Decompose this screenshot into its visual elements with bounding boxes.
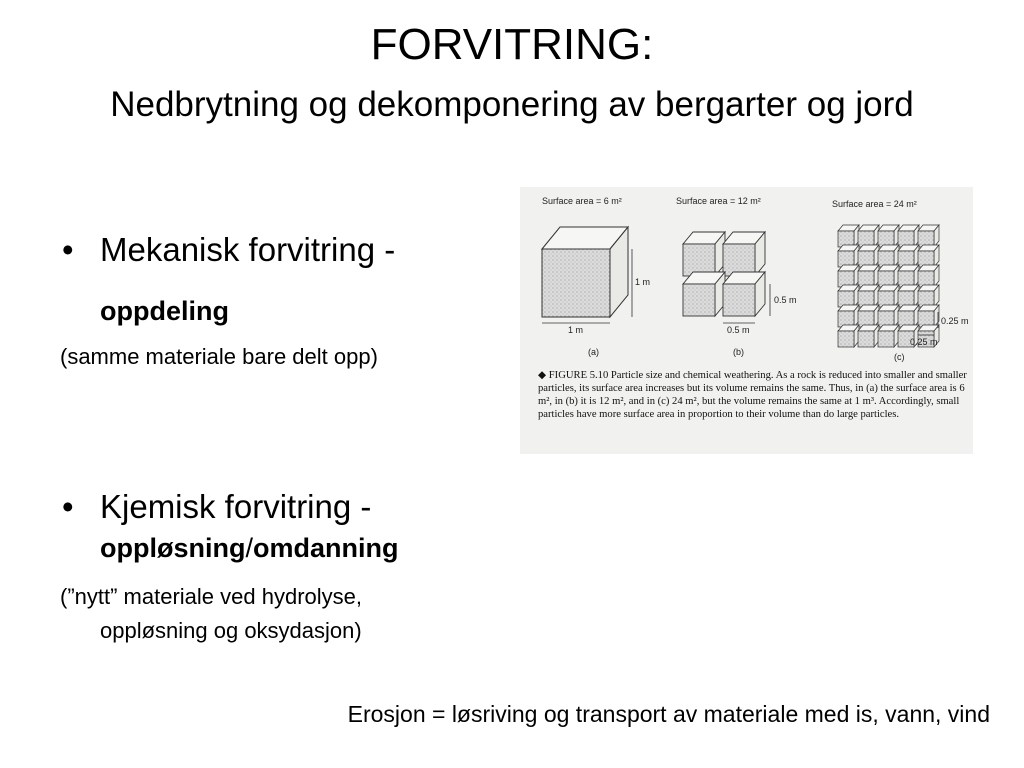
bullet-mechanical — [62, 231, 395, 269]
small-cube — [898, 245, 919, 267]
small-cube — [838, 265, 859, 287]
bullet-marker: • — [62, 488, 74, 525]
small-cube — [898, 225, 919, 247]
small-cube — [838, 325, 859, 347]
panel-b-side-dim: 0.5 m — [774, 295, 797, 305]
small-cube — [918, 245, 939, 267]
small-cube — [898, 285, 919, 307]
panel-b-surface: Surface area = 12 m² — [676, 196, 761, 206]
bullet-chemical — [62, 488, 371, 526]
panel-c-label: (c) — [894, 352, 905, 362]
small-cube — [898, 305, 919, 327]
panel-a-side-dim: 1 m — [635, 277, 651, 287]
panel-a-label: (a) — [588, 347, 599, 357]
bullet-mechanical-note: (samme materiale bare delt opp) — [60, 344, 378, 369]
small-cube — [858, 285, 879, 307]
small-cube — [878, 245, 899, 267]
keyword-separator: / — [245, 533, 253, 563]
small-cube — [838, 305, 859, 327]
figure-illustration — [520, 187, 973, 372]
panel-b-label: (b) — [733, 347, 744, 357]
cubes-small — [838, 225, 939, 347]
cube-large — [542, 227, 628, 317]
small-cube — [918, 285, 939, 307]
bullet-marker: • — [62, 231, 74, 268]
small-cube — [878, 305, 899, 327]
small-cube — [838, 245, 859, 267]
panel-c-side-dim: 0.25 m — [941, 316, 969, 326]
cubes-medium — [683, 232, 765, 316]
panel-b-bottom-dim: 0.5 m — [727, 325, 750, 335]
bullet-chemical-keywords — [100, 533, 398, 564]
small-cube — [858, 305, 879, 327]
figure-caption: ◆ FIGURE 5.10 Particle size and chemical weathering. As a rock is reduced into smaller and smaller particles, its surface area increases but its volume remains the same. Thus, in (a) the surface area is 6 m², in (b) it is 12 m², and in (c) 24 m², but the volume remains the same at 1 m³. Accordingly, small particles have more surface area in proportion to their volume than do large particles. — [538, 370, 967, 420]
bullet-chemical-note-line2: oppløsning og oksydasjon) — [100, 618, 362, 643]
small-cube — [858, 325, 879, 347]
small-cube — [918, 265, 939, 287]
footer-erosion-note: Erosjon = løsriving og transport av materiale med is, vann, vind — [347, 701, 990, 727]
small-cube — [838, 225, 859, 247]
small-cube — [878, 225, 899, 247]
keyword-dissolution: oppløsning — [100, 533, 246, 563]
small-cube — [878, 325, 899, 347]
bullet-mechanical-keyword: oppdeling — [100, 296, 229, 326]
small-cube — [918, 225, 939, 247]
panel-c-bottom-dim: 0.25 m — [910, 337, 938, 347]
small-cube — [838, 285, 859, 307]
panel-c-surface: Surface area = 24 m² — [832, 199, 917, 209]
keyword-transformation: omdanning — [252, 533, 399, 563]
small-cube — [858, 265, 879, 287]
bullet-chemical-note-line1: (”nytt” materiale ved hydrolyse, — [60, 584, 362, 609]
bullet-text: Kjemisk forvitring - — [100, 488, 372, 525]
small-cube — [858, 225, 879, 247]
small-cube — [878, 265, 899, 287]
small-cube — [878, 285, 899, 307]
panel-a-surface: Surface area = 6 m² — [542, 196, 622, 206]
slide-title: FORVITRING: — [370, 20, 654, 69]
panel-a-bottom-dim: 1 m — [568, 325, 584, 335]
small-cube — [858, 245, 879, 267]
small-cube — [898, 265, 919, 287]
slide-subtitle: Nedbrytning og dekomponering av bergarter og jord — [110, 85, 914, 124]
bullet-text: Mekanisk forvitring - — [100, 231, 396, 268]
weathering-figure — [520, 187, 973, 454]
small-cube — [918, 305, 939, 327]
